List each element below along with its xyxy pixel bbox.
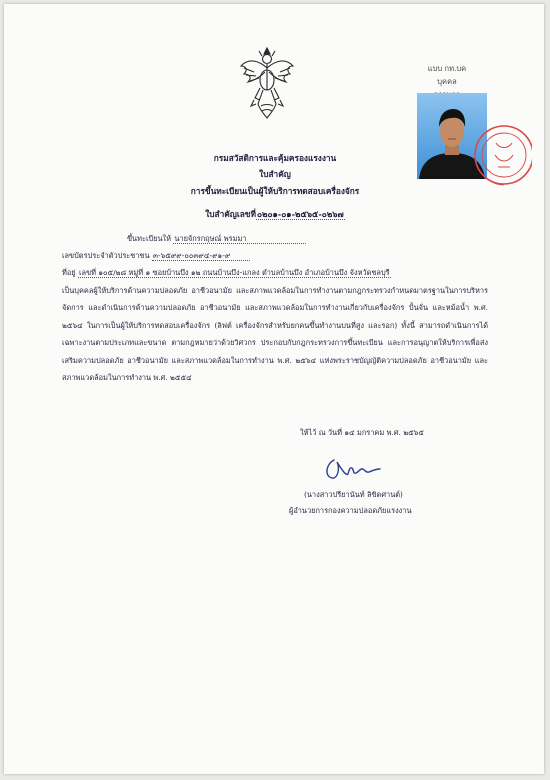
address-label: ที่อยู่ xyxy=(62,268,76,277)
certificate-number-label: ใบสำคัญเลขที่ xyxy=(205,209,256,219)
id-number: ๓-๖๕๙๙-๐๐๓๙๔-๙๑-๙ xyxy=(152,251,250,261)
registrant-name-label: ขึ้นทะเบียนให้ xyxy=(127,234,172,243)
registrant-name-line xyxy=(127,233,306,245)
garuda-emblem-icon xyxy=(238,44,296,124)
subject-title: การขึ้นทะเบียนเป็นผู้ให้บริการทดสอบเครื่องจักร xyxy=(190,186,360,196)
signatory-position: ผู้อำนวยการกองความปลอดภัยแรงงาน xyxy=(289,506,412,515)
address-line xyxy=(62,267,391,279)
form-code-line2: บุคคล xyxy=(437,77,457,86)
id-number-line xyxy=(62,250,250,262)
certificate-number: ๐๒๐๑-๐๑-๒๕๖๕-๐๒๖๗ xyxy=(256,209,344,219)
signatory-name: (นางสาวปรียานันท์ ลิขิตศานต์) xyxy=(304,490,403,499)
department-title: กรมสวัสดิการและคุ้มครองแรงงาน xyxy=(213,153,337,163)
certificate-body-text: เป็นบุคคลผู้ให้บริการด้านความปลอดภัย อาชีวอนามัย และสภาพแวดล้อมในการทำงานตามกฎกระทรวงกำหนดมาตรฐานในการบริหาร จัดการ และดำเนินการด้านความปลอดภัย อาชีวอนามัย และสภาพแวดล้อมในการทำงานเกี่ยวกับเครื่องจักร ปั้นจั่น และหม้อน้ำ พ.ศ. ๒๕๖๔ ในการเป็นผู้ให้บริการทดสอบเครื่องจักร (ลิฟต์ เครื่องจักรสำหรับยกคนขึ้นทำงานบนที่สูง และรอก) ทั้งนี้ สามารถดำเนินการได้เฉพาะงานตามประเภทและขนาด ตามกฎหมายว่าด้วยวิศวกร ประกอบกับกฎกระทรวงการขึ้นทะเบียน และการอนุญาตให้บริการเพื่อส่งเสริมความปลอดภัย อาชีวอนามัย และสภาพแวดล้อมในการทำงาน พ.ศ. ๒๕๖๔ แห่งพระราชบัญญัติความปลอดภัย อาชีวอนามัย และสภาพแวดล้อมในการทำงาน พ.ศ. ๒๕๕๔ xyxy=(62,286,488,383)
signature-icon xyxy=(320,454,390,484)
issue-date: ให้ไว้ ณ วันที่ ๑๔ มกราคม พ.ศ. ๒๕๖๕ xyxy=(300,428,424,437)
document-type-title: ใบสำคัญ xyxy=(259,169,291,179)
registrant-name: นายจักรกฤษณ์ พรมมา xyxy=(173,234,306,244)
certificate-number-line xyxy=(0,207,550,221)
address: เลขที่ ๑๐๕/๒๘ หมู่ที่ ๑ ซอยบ้านบึง ๑๒ ถนนบ้านบึง-แกลง ตำบลบ้านบึง อำเภอบ้านบึง จังหวัดชลบุรี xyxy=(79,268,390,277)
form-code-line1: แบบ กท.บค xyxy=(427,64,467,73)
id-number-label: เลขบัตรประจำตัวประชาชน xyxy=(62,251,150,260)
